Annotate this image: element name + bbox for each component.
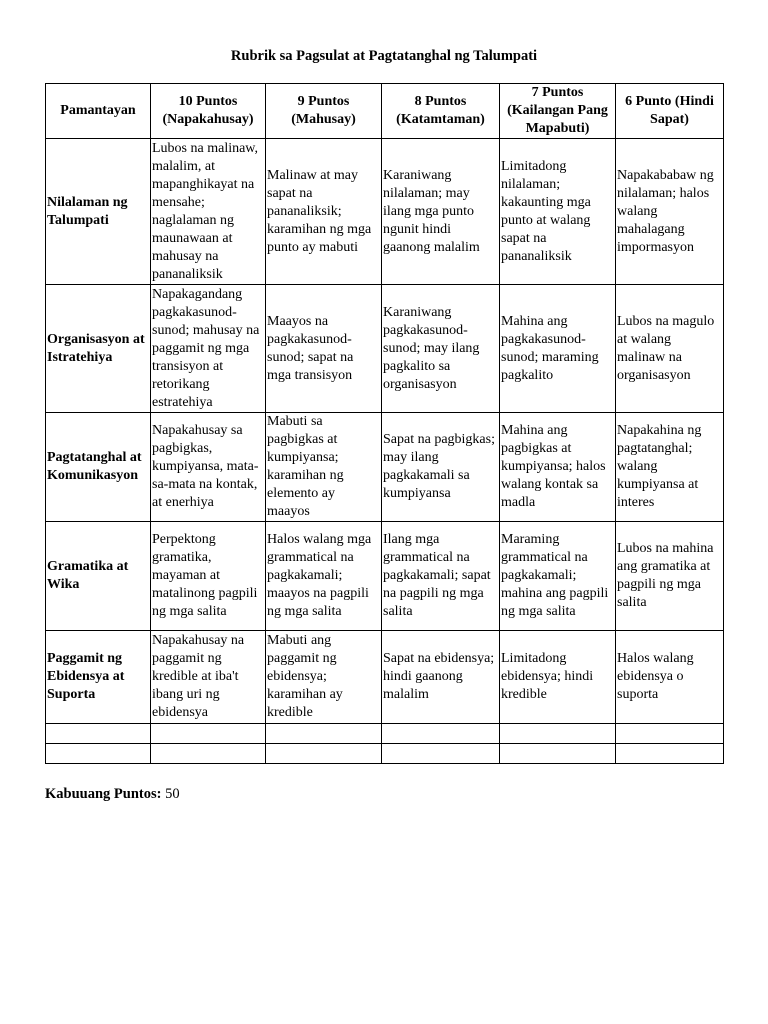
table-cell: Perpektong gramatika, mayaman at matalinong pagpili ng mga salita	[151, 522, 266, 631]
header-8-puntos: 8 Puntos (Katamtaman)	[382, 84, 500, 139]
table-cell: Lubos na magulo at walang malinaw na organisasyon	[616, 285, 724, 413]
empty-cell	[46, 744, 151, 764]
header-10-puntos: 10 Puntos (Napakahusay)	[151, 84, 266, 139]
criterion-cell: Organisasyon at Istratehiya	[46, 285, 151, 413]
table-row	[46, 413, 724, 522]
rubric-table	[45, 83, 724, 764]
table-cell: Karaniwang pagkakasunod-sunod; may ilang pagkalito sa organisasyon	[382, 285, 500, 413]
empty-cell	[46, 724, 151, 744]
table-cell: Malinaw at may sapat na pananaliksik; karamihan ng mga punto ay mabuti	[266, 139, 382, 285]
total-points-label: Kabuuang Puntos:	[45, 786, 162, 802]
document-title: Rubrik sa Pagsulat at Pagtatanghal ng Talumpati	[230, 48, 538, 64]
table-cell: Maraming grammatical na pagkakamali; mahina ang pagpili ng mga salita	[500, 522, 616, 631]
table-cell: Limitadong nilalaman; kakaunting mga punto at walang sapat na pananaliksik	[500, 139, 616, 285]
criterion-cell: Paggamit ng Ebidensya at Suporta	[46, 631, 151, 724]
criterion-cell: Gramatika at Wika	[46, 522, 151, 631]
table-cell: Napakagandang pagkakasunod-sunod; mahusay na paggamit ng mga transisyon at retorikang estratehiya	[151, 285, 266, 413]
empty-cell	[382, 744, 500, 764]
table-row	[46, 285, 724, 413]
empty-cell	[266, 744, 382, 764]
criterion-cell: Nilalaman ng Talumpati	[46, 139, 151, 285]
table-cell: Mabuti sa pagbigkas at kumpiyansa; karamihan ng elemento ay maayos	[266, 413, 382, 522]
empty-cell	[616, 724, 724, 744]
header-9-puntos: 9 Puntos (Mahusay)	[266, 84, 382, 139]
empty-cell	[151, 724, 266, 744]
table-cell: Mabuti ang paggamit ng ebidensya; karamihan ay kredible	[266, 631, 382, 724]
empty-table-row	[46, 724, 724, 744]
total-points-line	[45, 785, 180, 803]
empty-table-row	[46, 744, 724, 764]
empty-cell	[500, 744, 616, 764]
table-cell: Sapat na ebidensya; hindi gaanong malalim	[382, 631, 500, 724]
table-cell: Limitadong ebidensya; hindi kredible	[500, 631, 616, 724]
table-cell: Lubos na malinaw, malalim, at mapanghikayat na mensahe; naglalaman ng maunawaan at mahusay na pananaliksik	[151, 139, 266, 285]
table-cell: Lubos na mahina ang gramatika at pagpili ng mga salita	[616, 522, 724, 631]
header-row	[46, 84, 724, 139]
table-row	[46, 631, 724, 724]
table-cell: Napakahusay na paggamit ng kredible at iba't ibang uri ng ebidensya	[151, 631, 266, 724]
empty-cell	[500, 724, 616, 744]
empty-cell	[151, 744, 266, 764]
table-row	[46, 522, 724, 631]
empty-cell	[266, 724, 382, 744]
header-7-puntos: 7 Puntos (Kailangan Pang Mapabuti)	[500, 84, 616, 139]
table-cell: Napakahusay sa pagbigkas, kumpiyansa, mata-sa-mata na kontak, at enerhiya	[151, 413, 266, 522]
header-6-punto: 6 Punto (Hindi Sapat)	[616, 84, 724, 139]
table-cell: Napakahina ng pagtatanghal; walang kumpiyansa at interes	[616, 413, 724, 522]
empty-cell	[382, 724, 500, 744]
total-points-value: 50	[165, 786, 180, 802]
empty-cell	[616, 744, 724, 764]
table-cell: Napakababaw ng nilalaman; halos walang mahalagang impormasyon	[616, 139, 724, 285]
table-cell: Maayos na pagkakasunod-sunod; sapat na mga transisyon	[266, 285, 382, 413]
table-cell: Halos walang mga grammatical na pagkakamali; maayos na pagpili ng mga salita	[266, 522, 382, 631]
criterion-cell: Pagtatanghal at Komunikasyon	[46, 413, 151, 522]
table-cell: Ilang mga grammatical na pagkakamali; sapat na pagpili ng mga salita	[382, 522, 500, 631]
table-row	[46, 139, 724, 285]
table-cell: Halos walang ebidensya o suporta	[616, 631, 724, 724]
table-cell: Sapat na pagbigkas; may ilang pagkakamali sa kumpiyansa	[382, 413, 500, 522]
header-pamantayan: Pamantayan	[46, 84, 151, 139]
table-cell: Mahina ang pagbigkas at kumpiyansa; halos walang kontak sa madla	[500, 413, 616, 522]
table-cell: Mahina ang pagkakasunod-sunod; maraming pagkalito	[500, 285, 616, 413]
table-cell: Karaniwang nilalaman; may ilang mga punto ngunit hindi gaanong malalim	[382, 139, 500, 285]
